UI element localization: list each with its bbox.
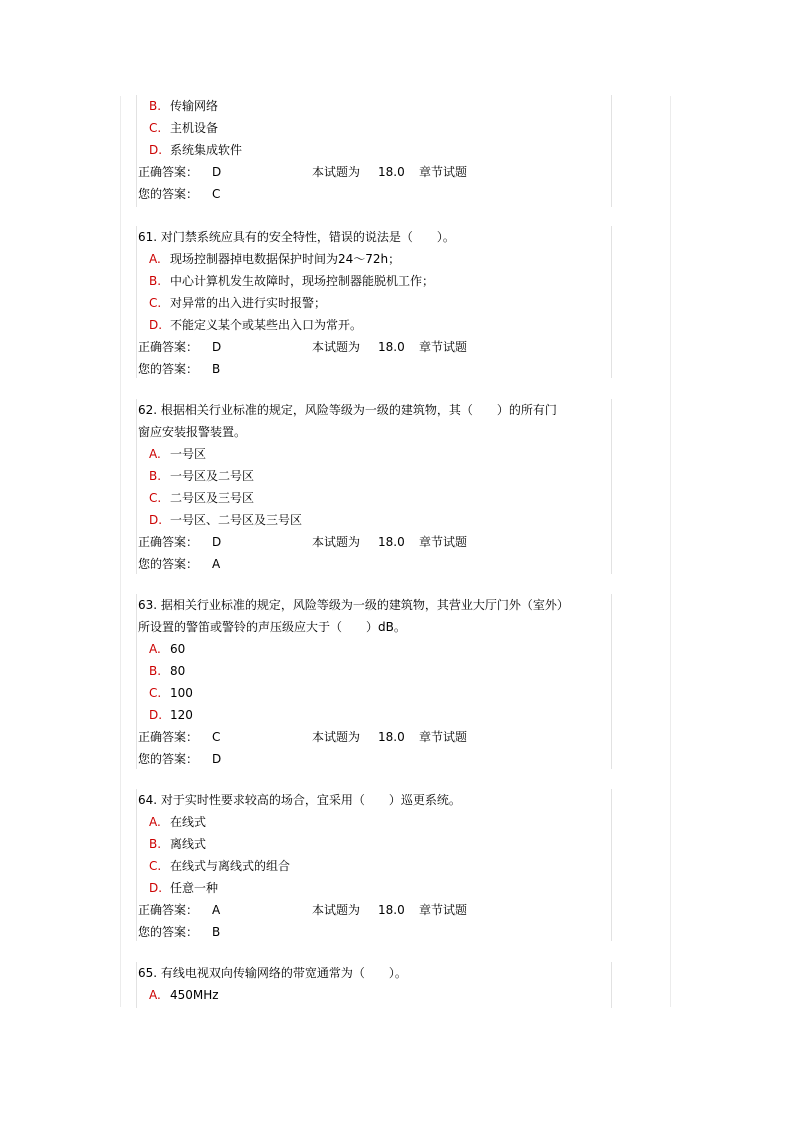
option-c: C. 100 [149, 686, 193, 700]
option-d: D. 一号区、二号区及三号区 [149, 513, 303, 527]
question-text: 61. 对门禁系统应具有的安全特性，错误的说法是（ ）。 [138, 230, 455, 244]
your-answer-row: 您的答案： B [138, 362, 221, 376]
correct-answer-row: 正确答案： C 本试题为 18.0 章节试题 [138, 730, 468, 744]
your-answer-row: 您的答案： A [138, 557, 221, 571]
option-d: D. 系统集成软件 [149, 143, 243, 157]
option-b: B. 一号区及二号区 [149, 469, 255, 483]
question-text-line-1: 63. 据相关行业标准的规定，风险等级为一级的建筑物，其营业大厅门外（室外） [138, 598, 569, 612]
question-text-line-2: 所设置的警笛或警铃的声压级应大于（ ）dB。 [138, 620, 406, 634]
question-64 [128, 789, 612, 941]
question-text: 65. 有线电视双向传输网络的带宽通常为（ ）。 [138, 966, 407, 980]
your-answer-row: 您的答案： D [138, 752, 222, 766]
option-a: A. 现场控制器掉电数据保护时间为24～72h； [149, 252, 401, 266]
page-border-right [670, 96, 671, 1007]
option-c: C. 主机设备 [149, 121, 219, 135]
question-62 [128, 399, 612, 574]
option-c: C. 对异常的出入进行实时报警； [149, 296, 327, 310]
option-c: C. 二号区及三号区 [149, 491, 255, 505]
correct-answer-row: 正确答案： D 本试题为 18.0 章节试题 [138, 535, 468, 549]
correct-answer-row: 正确答案： D 本试题为 18.0 章节试题 [138, 165, 468, 179]
question-61 [128, 226, 612, 378]
option-a: A. 在线式 [149, 815, 207, 829]
page-border-left [120, 96, 121, 1007]
option-c: C. 在线式与离线式的组合 [149, 859, 291, 873]
option-b: B. 离线式 [149, 837, 207, 851]
question-60 [128, 95, 612, 207]
question-text: 64. 对于实时性要求较高的场合，宜采用（ ）巡更系统。 [138, 793, 461, 807]
your-answer-row: 您的答案： C [138, 187, 221, 201]
question-65 [128, 962, 612, 1008]
question-text-line-2: 窗应安装报警装置。 [138, 425, 247, 439]
option-b: B. 传输网络 [149, 99, 219, 113]
question-text-line-1: 62. 根据相关行业标准的规定，风险等级为一级的建筑物，其（ ）的所有门 [138, 403, 557, 417]
option-b: B. 80 [149, 664, 186, 678]
your-answer-row: 您的答案： B [138, 925, 221, 939]
option-a: A. 450MHz [149, 988, 219, 1002]
correct-answer-row: 正确答案： A 本试题为 18.0 章节试题 [138, 903, 468, 917]
option-d: D. 任意一种 [149, 881, 219, 895]
correct-answer-row: 正确答案： D 本试题为 18.0 章节试题 [138, 340, 468, 354]
option-d: D. 不能定义某个或某些出入口为常开。 [149, 318, 363, 332]
question-63 [128, 594, 612, 769]
option-a: A. 一号区 [149, 447, 207, 461]
option-b: B. 中心计算机发生故障时，现场控制器能脱机工作； [149, 274, 435, 288]
option-a: A. 60 [149, 642, 186, 656]
option-d: D. 120 [149, 708, 193, 722]
